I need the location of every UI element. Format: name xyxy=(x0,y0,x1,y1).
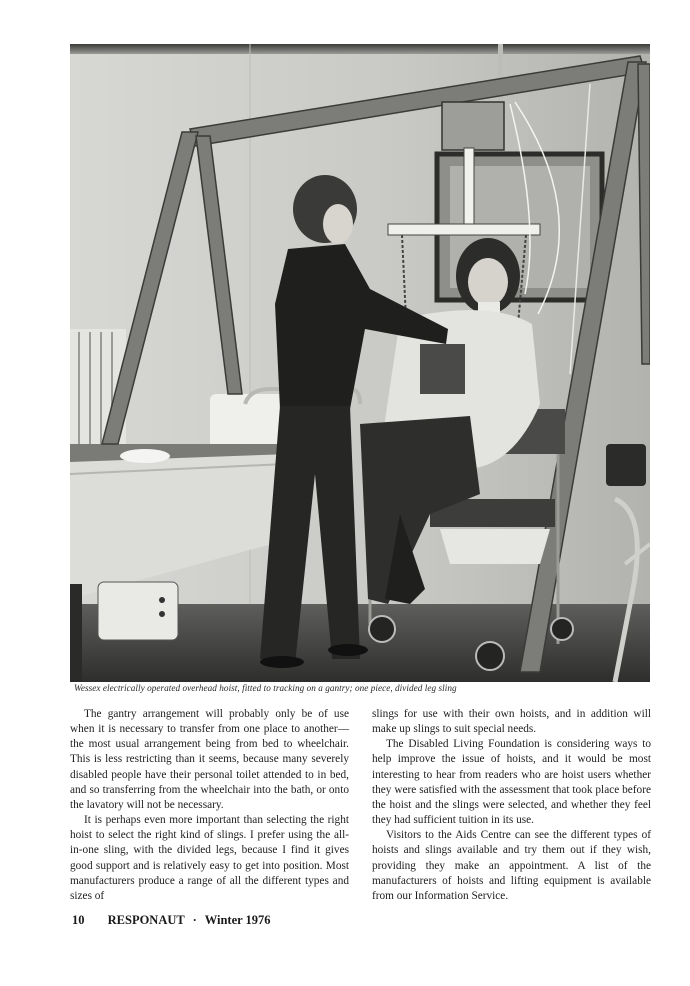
photo-caption: Wessex electrically operated overhead hoist, fitted to tracking on a gantry; one piece, divided leg sling xyxy=(74,683,457,693)
article-paragraph: It is perhaps even more important than selecting the right hoist to select the right kind of slings. I prefer using the all-in-one sling, with the divided legs, because I find it gives good support and is relatively easy to get into position. Most manufacturers produce a range of all the different types and sizes of xyxy=(70,814,349,902)
issue-date: Winter 1976 xyxy=(204,913,271,927)
page-footer xyxy=(72,913,271,928)
hoist-photo-illustration xyxy=(70,44,650,682)
article-paragraph: The Disabled Living Foundation is considering ways to help improve the issue of hoists, and it would be most interesting to hear from readers who are hoist users whether they were satisfied with the assessment that took place before the hoist and the slings were selected, and whether they feel they had sufficient tuition in its use. xyxy=(372,738,651,827)
footer-separator: · xyxy=(192,913,197,927)
article-left-column xyxy=(70,707,349,904)
article-paragraph: slings for use with their own hoists, and in addition will make up slings to suit special needs. xyxy=(372,708,651,736)
article-paragraph: The gantry arrangement will probably only be of use when it is necessary to transfer from one place to another—the most usual arrangement being from bed to wheelchair. This is less restricting than it seems, because many severely disabled people have their personal toilet attended to in bed, and so transferring from the wheelchair into the bath, or onto the lavatory will not be necessary. xyxy=(70,708,349,811)
page-number: 10 xyxy=(72,913,85,927)
hoist-photograph xyxy=(70,44,650,682)
publication-name: RESPONAUT xyxy=(107,913,185,927)
article-paragraph: Visitors to the Aids Centre can see the different types of hoists and slings available and try them out if they wish, providing they make an appointment. A list of the manufacturers of hoists and lifting equipment is available from our Information Service. xyxy=(372,829,651,902)
article-right-column xyxy=(372,707,651,904)
